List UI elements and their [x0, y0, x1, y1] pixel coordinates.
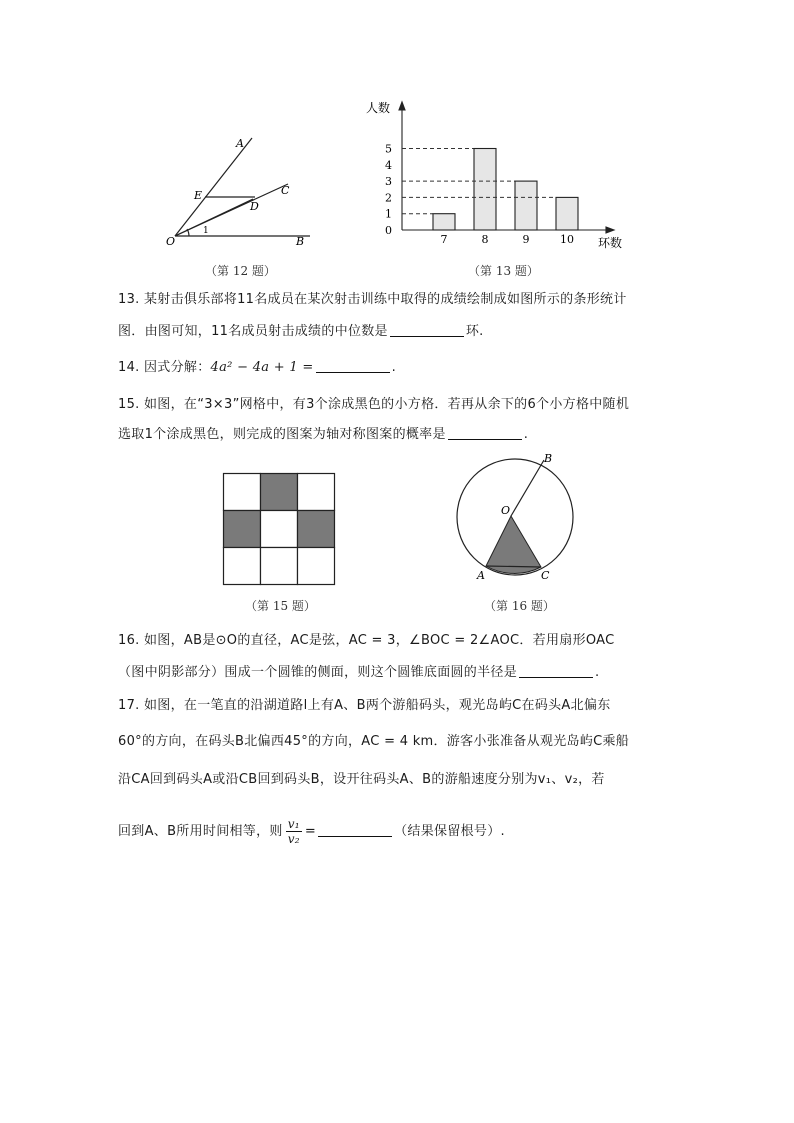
bar — [515, 181, 537, 230]
fraction-v1-over-v2 — [286, 817, 302, 846]
caption-13: （第 13 题） — [468, 264, 539, 278]
bar — [556, 197, 578, 230]
y-axis-title: 人数 — [366, 101, 391, 115]
question-17-line3: 沿CA回到码头A或沿CB回到码头B，设开往码头A、B的游船速度分别为v₁、v₂，若 — [118, 772, 605, 787]
x-tick-label: 10 — [560, 233, 574, 246]
grid-cell — [261, 511, 298, 548]
caption-16: （第 16 题） — [484, 599, 555, 613]
y-tick-label: 4 — [385, 158, 392, 172]
x-tick-label: 8 — [481, 233, 489, 246]
question-17-note: （结果保留根号）. — [394, 824, 505, 839]
question-14-expression: 4a² − 4a + 1 = — [210, 360, 314, 375]
question-16-end: . — [595, 665, 600, 680]
question-13-text: 图．由图可知，11名成员射击成绩的中位数是 — [118, 324, 388, 339]
grid-cell — [298, 474, 335, 511]
label-O: O — [501, 504, 511, 517]
label-A: A — [236, 137, 244, 150]
question-15-end: . — [523, 427, 529, 442]
figure-13-chart — [362, 98, 642, 253]
label-D: D — [250, 200, 259, 213]
question-14-text: 14. 因式分解： — [118, 360, 211, 375]
label-C: C — [281, 184, 290, 197]
question-15-line2 — [118, 425, 528, 445]
equals-sign: = — [304, 824, 317, 839]
question-17-line4 — [118, 815, 505, 849]
y-tick-label: 3 — [385, 175, 392, 189]
caption-12: （第 12 题） — [205, 264, 276, 278]
radius-OB — [511, 460, 544, 516]
figure-15-grid — [222, 472, 336, 586]
label-B: B — [296, 235, 305, 248]
question-13-unit: 环. — [465, 324, 484, 339]
y-tick-label: 0 — [385, 224, 392, 237]
question-16-line2 — [118, 663, 599, 683]
label-C: C — [541, 569, 550, 582]
question-14-end: . — [391, 360, 397, 375]
x-tick-label: 7 — [440, 233, 448, 246]
ray-OA — [175, 138, 252, 236]
segment-OD — [175, 199, 253, 236]
y-axis-arrow — [399, 102, 405, 110]
label-E: E — [194, 189, 203, 202]
question-17-line2: 60°的方向，在码头B北偏西45°的方向，AC = 4 km．游客小张准备从观光岛屿C乘船 — [118, 734, 630, 749]
shaded-sector-OAC — [486, 516, 541, 573]
x-tick-label: 9 — [522, 233, 530, 246]
bar — [474, 149, 496, 231]
answer-blank-16[interactable] — [519, 663, 593, 678]
answer-blank-14[interactable] — [316, 358, 390, 373]
question-15-text: 选取1个涂成黑色，则完成的图案为轴对称图案的概率是 — [118, 427, 446, 442]
grid-cell — [224, 548, 261, 585]
x-axis-arrow — [606, 227, 614, 233]
grid-cell-shaded — [224, 511, 261, 548]
label-O: O — [166, 235, 176, 248]
figure-12 — [160, 132, 320, 252]
grid-cell-shaded — [298, 511, 335, 548]
fraction-numerator: v₁ — [287, 817, 300, 831]
label-A: A — [477, 569, 485, 582]
answer-blank-13[interactable] — [390, 322, 464, 337]
question-16-text: （图中阴影部分）围成一个圆锥的侧面，则这个圆锥底面圆的半径是 — [118, 665, 518, 680]
grid-cell — [261, 548, 298, 585]
question-13-line1: 13. 某射击俱乐部将11名成员在某次射击训练中取得的成绩绘制成如图所示的条形统计 — [118, 292, 627, 307]
y-tick-label: 5 — [385, 142, 392, 156]
bar — [433, 214, 455, 230]
figure-16-circle — [448, 450, 588, 585]
x-axis-title: 环数 — [598, 236, 623, 250]
grid-cell — [298, 548, 335, 585]
label-B: B — [544, 452, 553, 465]
question-14 — [118, 358, 396, 378]
answer-blank-15[interactable] — [448, 425, 522, 440]
fraction-denominator: v₂ — [287, 832, 300, 846]
grid-cell-shaded — [261, 474, 298, 511]
question-16-line1: 16. 如图，AB是⊙O的直径，AC是弦，AC = 3，∠BOC = 2∠AOC．若用扇形OAC — [118, 633, 615, 648]
y-tick-label: 1 — [385, 207, 392, 221]
grid-cell — [224, 474, 261, 511]
caption-15: （第 15 题） — [245, 599, 316, 613]
question-17-line1: 17. 如图，在一笔直的沿湖道路l上有A、B两个游船码头，观光岛屿C在码头A北偏东 — [118, 698, 611, 713]
question-15-line1: 15. 如图，在“3×3”网格中，有3个涂成黑色的小方格．若再从余下的6个小方格中随机 — [118, 397, 630, 412]
label-angle-1: 1 — [203, 226, 209, 236]
y-tick-label: 2 — [385, 191, 392, 205]
question-13-line2 — [118, 322, 484, 342]
answer-blank-17[interactable] — [318, 822, 392, 837]
question-17-text: 回到A、B所用时间相等，则 — [118, 824, 283, 839]
